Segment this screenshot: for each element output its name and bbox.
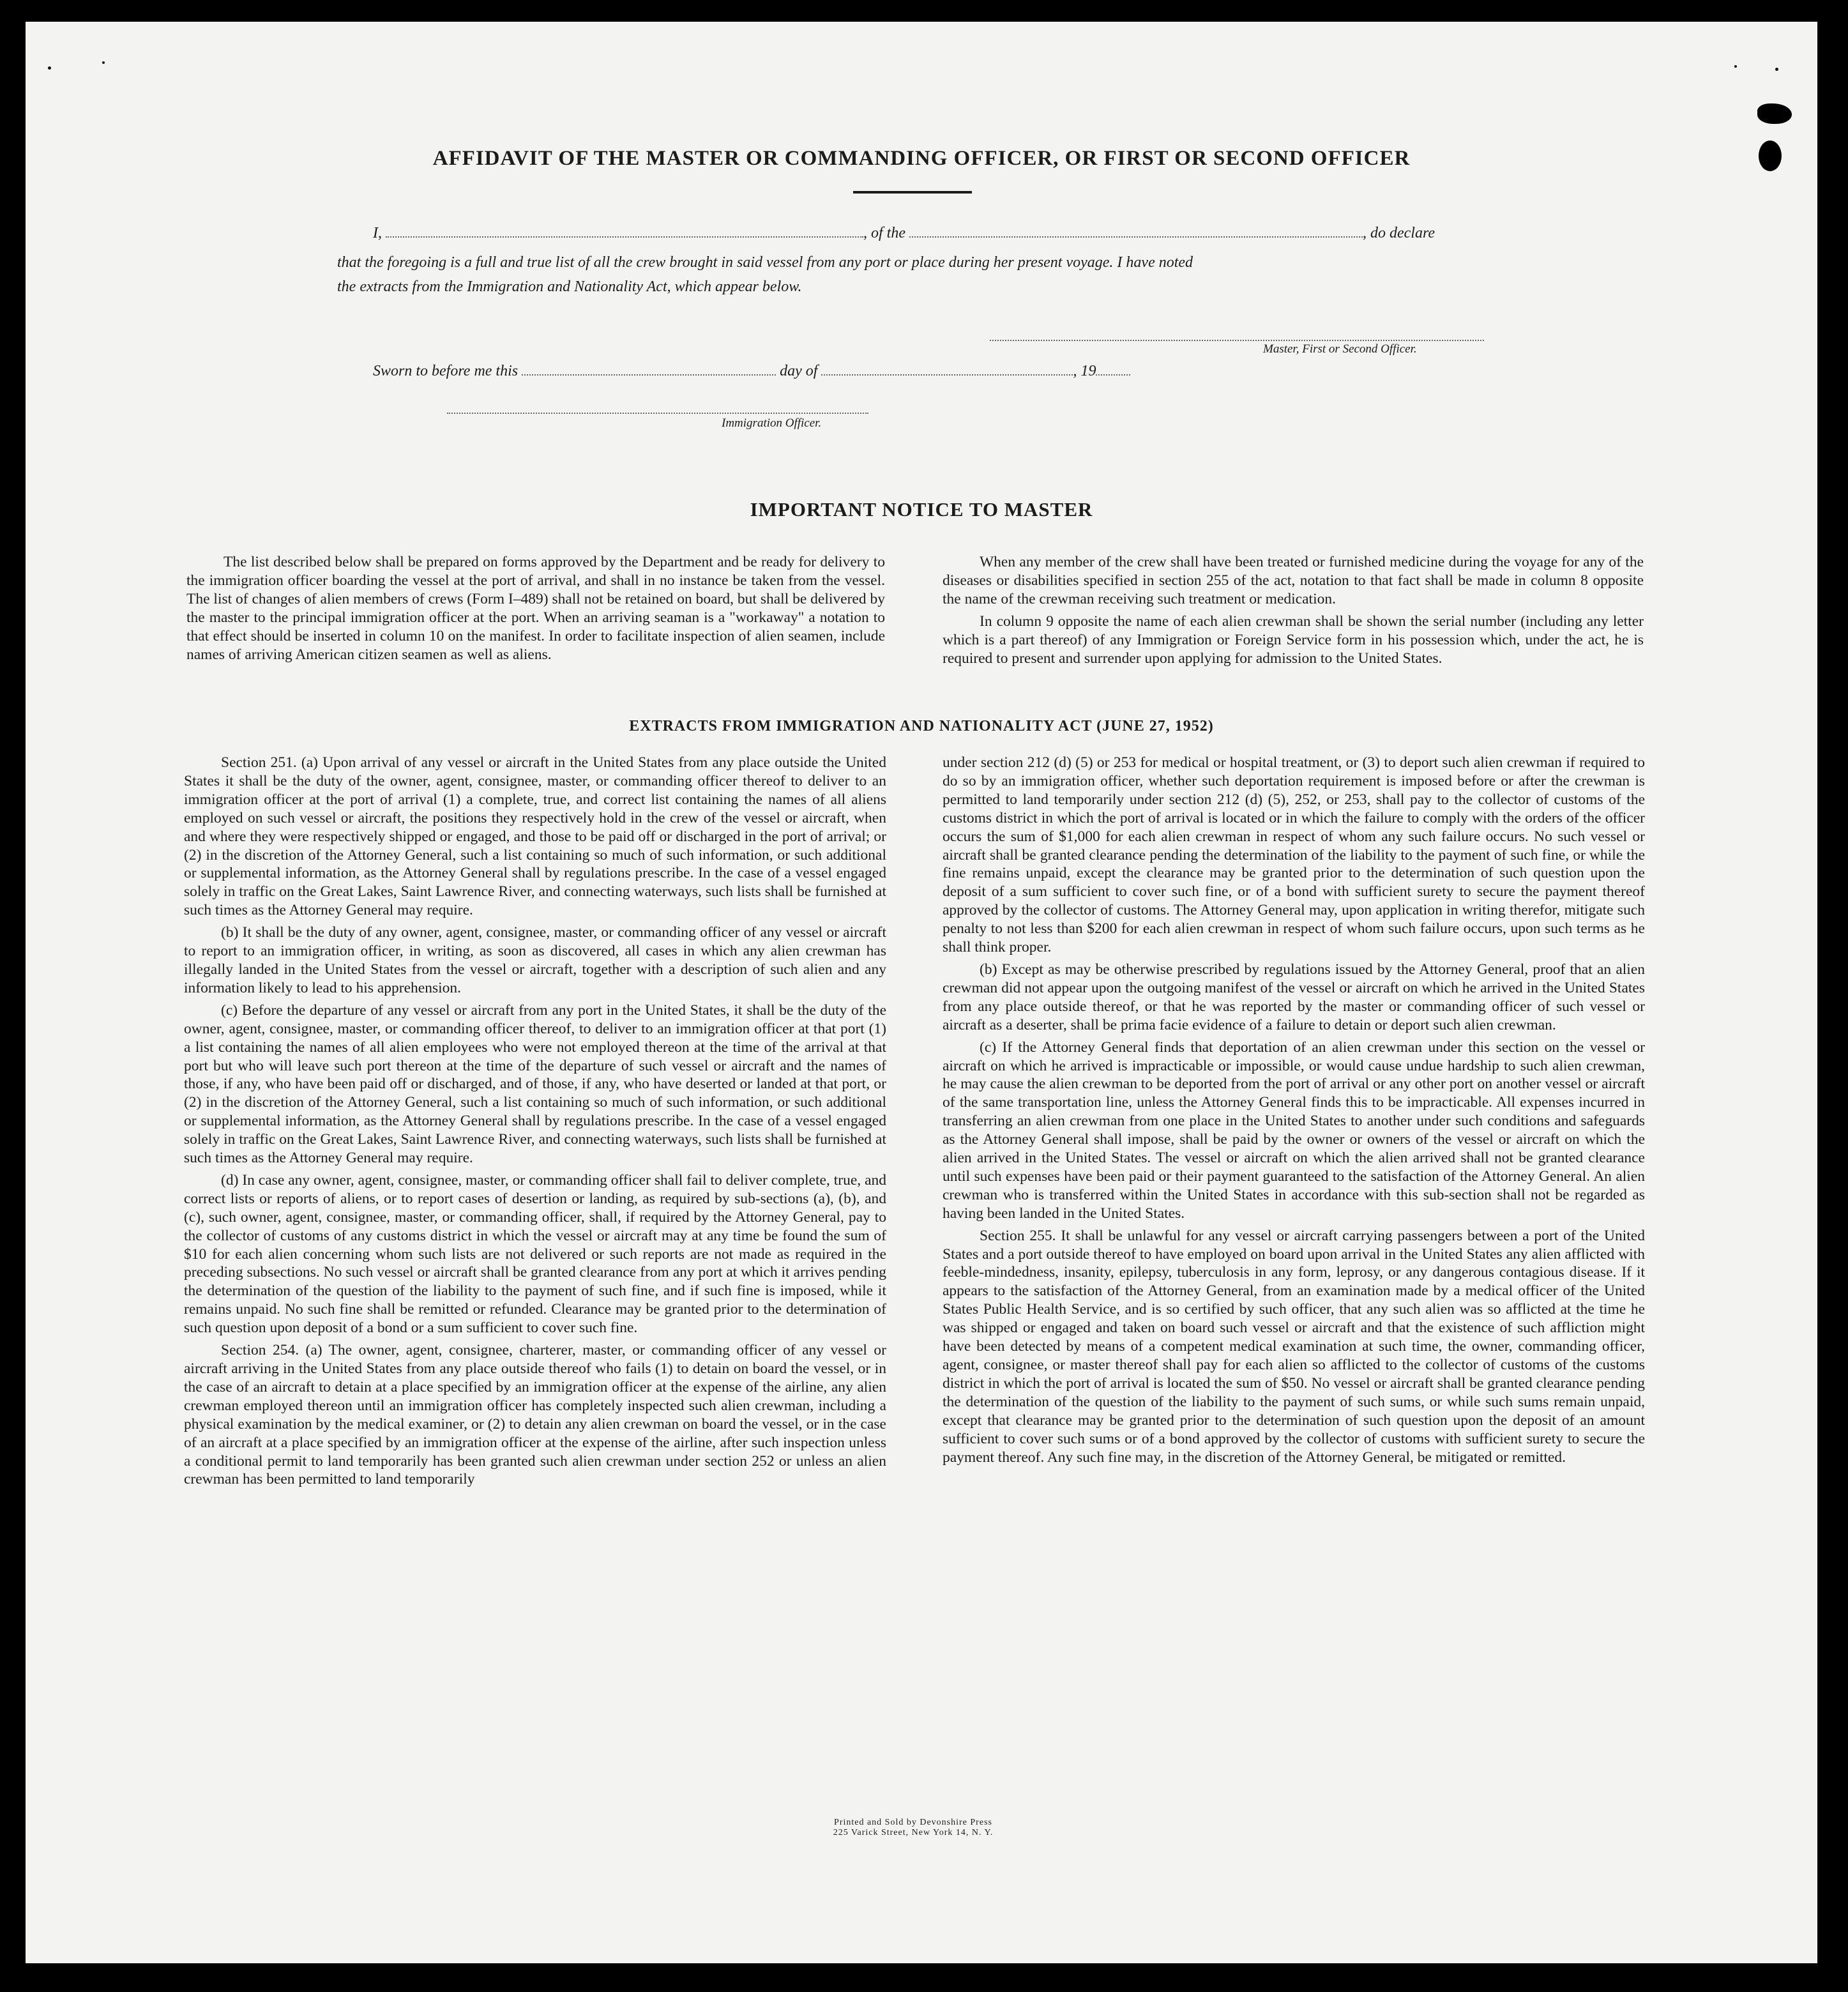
- section-paragraph: Section 254. (a) The owner, agent, consignee, charterer, master, or commanding officer of any vessel or aircraft arriving in the United States from any place outside thereof who fails (1) to detain on board the vessel, or in the case of an aircraft to detain at a place specified by an immigration officer at the expense of the airline, any alien crewman employed thereon until an immigration officer has completely inspected such alien crewman, including a physical examination by the medical examiner, or (2) to detain any alien crewman on board the vessel, or in the case of an aircraft at a place specified by an immigration officer at the expense of the airline, after such inspection unless a conditional permit to land temporarily has been granted such alien crewman under section 252 or unless an alien crewman has been permitted to land temporarily: [184, 1342, 886, 1488]
- imprint-line-2: 225 Varick Street, New York 14, N. Y.: [833, 1828, 994, 1837]
- declaration-i-label: I,: [373, 225, 382, 241]
- notice-title: IMPORTANT NOTICE TO MASTER: [750, 498, 1093, 521]
- section-paragraph: (b) Except as may be otherwise prescribed by regulations issued by the Attorney General, proof that an alien crewman did not appear upon the outgoing manifest of the vessel or aircraft on which he arrived in the United States from any place outside thereof, or that he was reported by the master or commanding officer of such vessel or aircraft as a deserter, shall be prima facie evidence of a failure to detain or deport such alien crewman.: [943, 961, 1645, 1033]
- extracts-title: EXTRACTS FROM IMMIGRATION AND NATIONALITY ACT (JUNE 27, 1952): [629, 718, 1214, 734]
- affidavit-title: AFFIDAVIT OF THE MASTER OR COMMANDING OFFICER, OR FIRST OR SECOND OFFICER: [432, 147, 1411, 170]
- section-paragraph: Section 251. (a) Upon arrival of any vessel or aircraft in the United States from any place outside the United States it shall be the duty of the owner, agent, consignee, master, or commanding officer thereof to deliver to an immigration officer at the port of arrival (1) a complete, true, and correct list containing the names of all aliens employed on such vessel or aircraft, the positions they respectively hold in the crew of the vessel or aircraft, when and where they were respectively shipped or engaged, and those to be paid off or discharged in the port of arrival; or (2) in the discretion of the Attorney General, such a list containing so much of such information, or such additional or supplemental information, as the Attorney General shall by regulations prescribe. In the case of a vessel engaged solely in traffic on the Great Lakes, Saint Lawrence River, and connecting waterways, such lists shall be furnished at such times as the Attorney General may require.: [184, 754, 886, 919]
- imprint-line-1: Printed and Sold by Devonshire Press: [834, 1818, 992, 1827]
- section-paragraph: (c) Before the departure of any vessel or aircraft from any port in the United States, it shall be the duty of the owner, agent, consignee, master, or commanding officer thereof, to deliver to an immigration officer at that port (1) a list containing the names of all alien employees who were not employed thereon at the time of the arrival at that port but who will leave such port thereon at the time of the departure of such vessel or aircraft and the names of those, if any, who have been paid off or discharged, and of those, if any, who have deserted or landed at that port, or (2) in the discretion of the Attorney General, such a list containing so much of such information, or such additional or supplemental information, as the Attorney General shall by regulations prescribe. In the case of a vessel engaged solely in traffic on the Great Lakes, Saint Lawrence River, and connecting waterways, such lists shall be furnished at such times as the Attorney General may require.: [184, 1001, 886, 1167]
- officer-caption: Immigration Officer.: [722, 416, 822, 430]
- declaration-line-3: the extracts from the Immigration and Nationality Act, which appear below.: [337, 278, 802, 295]
- notice-right-column: [943, 553, 1644, 667]
- section-paragraph: (c) If the Attorney General finds that deportation of an alien crewman under this section on the vessel or aircraft on which he arrived is impracticable or impossible, or would cause undue hardship to such alien crewman, he may cause the alien crewman to be deported from the port of arrival or any other port on another vessel or aircraft of the same transportation line, unless the Attorney General finds this to be impracticable. All expenses incurred in transferring an alien crewman from one place in the United States to another under such conditions and safeguards as the Attorney General shall impose, shall be paid by the owner or owners of the vessel or aircraft on which the alien arrived in the United States. The vessel or aircraft on which the alien arrived shall not be granted clearance until such expenses have been paid or their payment guaranteed to the satisfaction of the Attorney General. An alien crewman who is transferred within the United States in accordance with this sub-section shall not be regarded as having been landed in the United States.: [943, 1038, 1645, 1222]
- notice-paragraph: The list described below shall be prepared on forms approved by the Department and be ready for delivery to the immigration officer boarding the vessel at the port of arrival, and shall in no instance be taken from the vessel. The list of changes of alien members of crews (Form I–489) shall not be retained on board, but shall be delivered by the master to the principal immigration officer at the port. When an arriving seaman is a "workaway" a notation to that effect should be inserted in column 10 on the manifest. In order to facilitate inspection of alien seamen, include names of arriving American citizen seamen as well as aliens.: [186, 554, 885, 663]
- speck: [48, 66, 51, 70]
- sworn-year-blank: [1096, 363, 1130, 376]
- printer-imprint: [779, 1818, 1047, 1838]
- sworn-day-blank: [522, 363, 776, 376]
- year-label: , 19: [1073, 363, 1096, 379]
- notice-paragraph: When any member of the crew shall have been treated or furnished medicine during the voyage for any of the diseases or disabilities specified in section 255 of the act, notation to that fact shall be made in column 8 opposite the name of the crewman receiving such treatment or medication.: [943, 554, 1644, 607]
- sworn-line: [373, 363, 1130, 380]
- sworn-label: Sworn to before me this: [373, 363, 519, 379]
- speck: [1734, 65, 1737, 68]
- sworn-month-blank: [821, 363, 1073, 376]
- document-page: [26, 22, 1817, 1963]
- day-of-label: day of: [780, 363, 818, 379]
- title-rule: [853, 191, 972, 194]
- section-paragraph: Section 255. It shall be unlawful for any vessel or aircraft carrying passengers between a port of the United States and a port outside thereof to have employed on board upon arrival in the United States any alien afflicted with feeble-mindedness, insanity, epilepsy, tuberculosis in any form, leprosy, or any dangerous contagious disease. If it appears to the satisfaction of the Attorney General, from an examination made by a medical officer of the United States Public Health Service, and is so certified by such officer, that any such alien was so afflicted at the time he was shipped or engaged and taken on board such vessel or aircraft and that the existence of such affliction might have been detected by means of a competent medical examination at such time, the owner, commanding officer, agent, consignee, or master thereof shall pay for each alien so afflicted to the collector of customs of the customs district in which the port of arrival is located the sum of $50. No vessel or aircraft shall be granted clearance pending the determination of the question of the liability to the payment of such sums, or while such sums remain unpaid, except that clearance may be granted prior to the determination of such question upon the deposit of an amount sufficient to cover such sums or of a bond approved by the collector of customs with sufficient surety to secure the payment thereof. Any such fine may, in the discretion of the Attorney General, be mitigated or remitted.: [943, 1227, 1645, 1466]
- master-caption: Master, First or Second Officer.: [1263, 342, 1417, 356]
- declaration-do-declare-label: , do declare: [1363, 225, 1435, 241]
- extracts-right-column: [943, 754, 1645, 1466]
- section-paragraph: (b) It shall be the duty of any owner, agent, consignee, master, or commanding officer of any vessel or aircraft to report to an immigration officer, in writing, as soon as discovered, all cases in which any alien crewman has illegally landed in the United States from the vessel or aircraft, together with a description of such alien and any information likely to lead to his apprehension.: [184, 924, 886, 996]
- declaration-line-1: [373, 225, 1435, 242]
- declaration-of-the-label: , of the: [863, 225, 905, 241]
- name-blank: [386, 225, 863, 238]
- notice-paragraph: In column 9 opposite the name of each alien crewman shall be shown the serial number (including any letter which is a part thereof) of any Immigration or Foreign Service form in his possession which, under the act, he is required to present and surrender upon applying for admission to the United States.: [943, 612, 1644, 667]
- officer-signature-line: [447, 413, 868, 414]
- extracts-left-column: [184, 754, 886, 1489]
- notice-left-column: [186, 553, 885, 664]
- speck: [102, 61, 105, 64]
- master-signature-line: [990, 340, 1484, 341]
- vessel-blank: [909, 225, 1363, 238]
- speck: [1775, 68, 1778, 71]
- section-paragraph: (d) In case any owner, agent, consignee, master, or commanding officer shall fail to deliver complete, true, and correct lists or reports of aliens, or to report cases of desertion or landing, as required by sub-sections (a), (b), and (c), such owner, agent, consignee, master, or commanding officer, shall, if required by the Attorney General, pay to the collector of customs of any customs district in which the vessel or aircraft may at any time be found the sum of $10 for each alien concerning whom such lists are not delivered or such reports are not made as required in the preceding subsections. No such vessel or aircraft shall be granted clearance from any port at which it arrives pending the determination of the question of the liability to the payment of such fine, and if such fine is imposed, while it remains unpaid. No such fine shall be remitted or refunded. Clearance may be granted prior to the determination of such question upon deposit of a bond or a sum sufficient to cover such fine.: [184, 1171, 886, 1337]
- declaration-line-2: that the foregoing is a full and true list of all the crew brought in said vessel from any port or place during her present voyage. I have noted: [337, 254, 1193, 271]
- section-paragraph: under section 212 (d) (5) or 253 for medical or hospital treatment, or (3) to deport such alien crewman if required to do so by an immigration officer, whether such deportation requirement is imposed before or after the crewman is permitted to land temporarily under section 212 (d) (5), 252, or 253, shall pay to the collector of customs of the customs district in which the port of arrival is located or in which the failure to comply with the orders of the officer occurs the sum of $1,000 for each alien crewman in respect of whom any such failure occurs. No such vessel or aircraft shall be granted clearance pending the determination of the liability to the payment of such fine, or while the fine remains unpaid, except the clearance may be granted prior to the determination of such question upon the deposit of a sum sufficient to cover such fine, or of a bond with sufficient surety to secure the payment thereof approved by the collector of customs. The Attorney General may, upon application in writing therefor, mitigate such penalty to not less than $200 for each alien crewman in respect of whom such failure occurs, upon such terms as he shall think proper.: [943, 754, 1645, 956]
- binding-hole: [1757, 103, 1792, 124]
